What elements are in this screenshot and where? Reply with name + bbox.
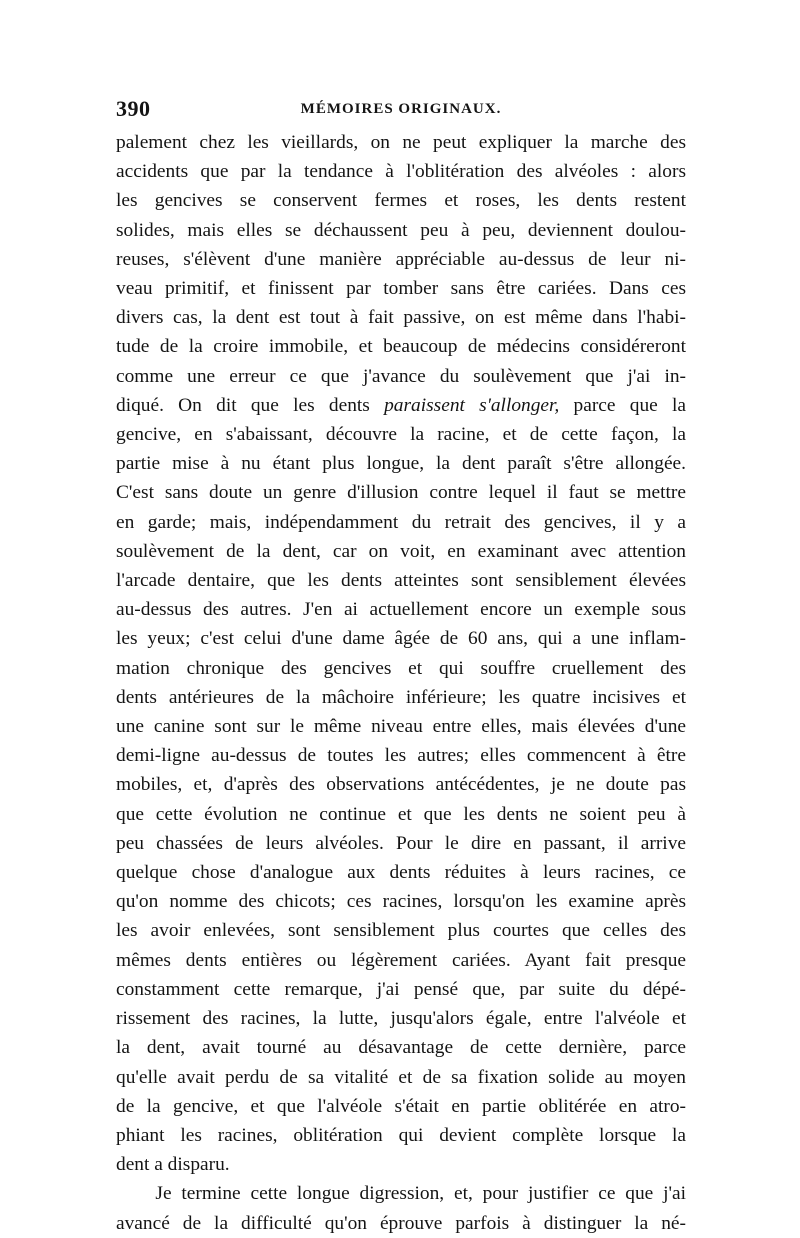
text-line: soulèvement de la dent, car on voit, en examinant avec attention (116, 540, 686, 562)
text-segment: parce que la (559, 394, 686, 416)
text-line: au-dessus des autres. J'en ai actuellement encore un exemple sous (116, 599, 686, 621)
text-line: qu'elle avait perdu de sa vitalité et de sa fixation solide au moyen (116, 1066, 686, 1088)
text-line: phiant les racines, oblitération qui devient complète lorsque la (116, 1124, 686, 1146)
text-line: qu'on nomme des chicots; ces racines, lorsqu'on les examine après (116, 891, 686, 913)
text-line: palement chez les vieillards, on ne peut expliquer la marche des (116, 132, 686, 153)
text-line: peu chassées de leurs alvéoles. Pour le dire en passant, il arrive (116, 832, 686, 854)
text-line: Je termine cette longue digression, et, pour justifier ce que j'ai (116, 1183, 686, 1205)
running-title: MÉMOIRES ORIGINAUX. (300, 101, 502, 117)
italic-phrase: paraissent s'allonger, (384, 394, 560, 416)
text-line: mation chronique des gencives et qui souffre cruellement des (116, 657, 686, 679)
text-line: partie mise à nu étant plus longue, la dent paraît s'être allongée. (116, 453, 686, 475)
text-line: dents antérieures de la mâchoire inférieure; les quatre incisives et (116, 686, 686, 708)
text-line: quelque chose d'analogue aux dents réduites à leurs racines, ce (116, 862, 686, 884)
text-segment: diqué. On dit que les dents (116, 394, 385, 416)
body-text (116, 128, 686, 1238)
text-line: gencive, en s'abaissant, découvre la racine, et de cette façon, la (116, 424, 686, 446)
paragraph-end-line: dent a disparu. (116, 1154, 230, 1176)
text-line: les avoir enlevées, sont sensiblement plus courtes que celles des (116, 920, 686, 942)
text-line: l'arcade dentaire, que les dents atteintes sont sensiblement élevées (116, 570, 686, 592)
text-line: avancé de la difficulté qu'on éprouve parfois à distinguer la né- (116, 1212, 686, 1234)
text-line: mêmes dents entières ou légèrement cariées. Ayant fait presque (116, 949, 686, 971)
text-line: les yeux; c'est celui d'une dame âgée de 60 ans, qui a une inflam- (116, 628, 686, 650)
text-line: demi-ligne au-dessus de toutes les autres; elles commencent à être (116, 745, 686, 767)
text-line-italic (116, 391, 686, 420)
text-line: mobiles, et, d'après des observations antécédentes, je ne doute pas (116, 774, 686, 796)
text-line: de la gencive, et que l'alvéole s'était en partie oblitérée en atro- (116, 1095, 686, 1117)
text-line: divers cas, la dent est tout à fait passive, on est même dans l'habi- (116, 307, 686, 329)
text-line: solides, mais elles se déchaussent peu à peu, deviennent doulou- (116, 219, 686, 241)
text-line: rissement des racines, la lutte, jusqu'alors égale, entre l'alvéole et (116, 1008, 686, 1030)
text-line: en garde; mais, indépendamment du retrait des gencives, il y a (116, 511, 686, 533)
page-number: 390 (116, 96, 151, 121)
text-line: que cette évolution ne continue et que les dents ne soient peu à (116, 803, 686, 825)
text-line: accidents que par la tendance à l'oblitération des alvéoles : alors (116, 161, 686, 183)
text-line: comme une erreur ce que j'avance du soulèvement que j'ai in- (116, 365, 686, 387)
text-line: C'est sans doute un genre d'illusion contre lequel il faut se mettre (116, 482, 686, 504)
text-line: reuses, s'élèvent d'une manière appréciable au-dessus de leur ni- (116, 248, 686, 270)
book-page (116, 96, 686, 1238)
text-line: veau primitif, et finissent par tomber sans être cariées. Dans ces (116, 278, 686, 300)
text-line: tude de la croire immobile, et beaucoup de médecins considéreront (116, 336, 686, 358)
text-line: constamment cette remarque, j'ai pensé que, par suite du dépé- (116, 978, 686, 1000)
text-line: la dent, avait tourné au désavantage de cette dernière, parce (116, 1037, 686, 1059)
page-header (116, 96, 686, 126)
text-line: une canine sont sur le même niveau entre elles, mais élevées d'une (116, 716, 686, 738)
text-line: les gencives se conservent fermes et roses, les dents restent (116, 190, 686, 212)
